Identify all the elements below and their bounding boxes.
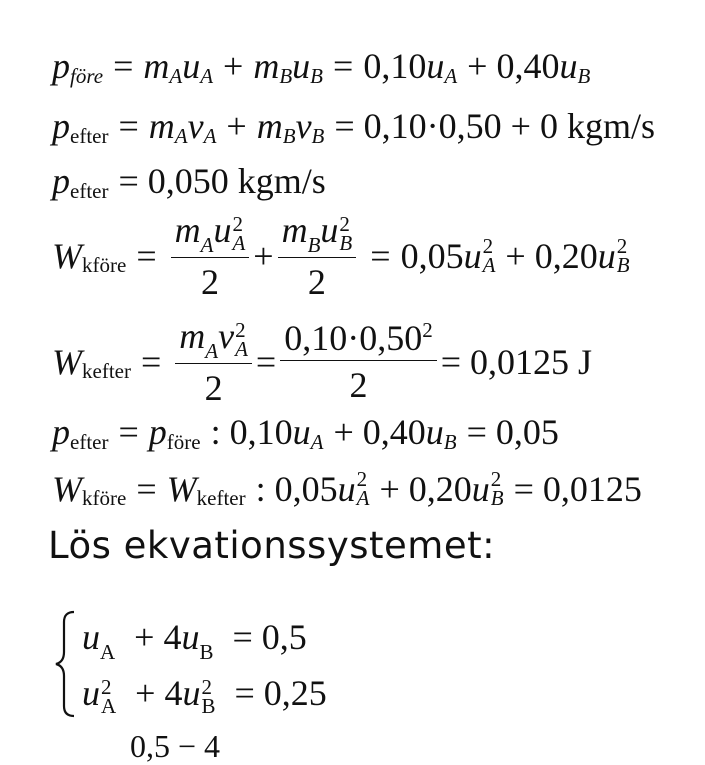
conservation-coef-b: + 0,40 <box>333 412 426 452</box>
momentum-after-value: = 0,10·0,50 + 0 kgm/s <box>334 106 655 146</box>
subscript-kfore: kföre <box>82 486 127 511</box>
coef-kb: + 0,20 <box>505 235 598 276</box>
subscript-efter: efter <box>70 429 109 454</box>
kinetic-after-value: = 0,0125 J <box>440 341 593 382</box>
equation-momentum-after: p efter = m A v A + m B v B = 0,10·0,50 + 0 kgm/s <box>52 106 655 148</box>
subscript-kefter: kefter <box>82 359 131 384</box>
subscript-kefter: kefter <box>196 486 246 511</box>
cutoff-text: 0,5 − 4 <box>130 728 221 764</box>
conservation-coef-a: : 0,10 <box>210 412 293 452</box>
equation-momentum-after-result: p efter = 0,050 kgm/s <box>52 161 326 203</box>
left-brace-icon <box>52 608 80 720</box>
fraction-mv: $m_Av$ 2 A 2 <box>175 318 252 406</box>
subscript-fore: före <box>166 429 201 454</box>
subscript-efter: efter <box>70 178 109 203</box>
energy-coef-a: : 0,05 <box>255 468 338 509</box>
equation-kinetic-after: W kefter = $m_Av$ 2 A 2 = $\frac{0,10\cdot 0,50^2}{2}$ = 0,0125 J <box>52 316 593 408</box>
momentum-result: = 0,050 kgm/s <box>118 161 326 201</box>
system-line-2: u 2 A + 4u 2 B = 0,25 <box>82 673 327 718</box>
equation-momentum-conservation: p efter = p före : 0,10 u A + 0,40 u B = 0,05 <box>52 412 559 454</box>
subscript-fore: före <box>70 63 104 88</box>
subscript-kfore: kföre <box>82 253 127 278</box>
system-line-1: $u_A + 4u_B = 0,5$ <box>82 617 307 664</box>
fraction-numeric: $\frac{0,10\cdot 0,50^2}{2}$ <box>280 320 437 403</box>
coef-b: + 0,40 <box>467 46 560 86</box>
coef-a: 0,10 <box>363 46 427 86</box>
fraction-a: $m_Au$ 2 A 2 <box>171 212 250 300</box>
fraction-b: $m_Bu$ 2 B 2 <box>278 212 357 300</box>
solve-system-heading: Lös ekvationssystemet: <box>48 524 496 567</box>
energy-coef-b: + 0,20 <box>379 468 472 509</box>
equation-system <box>52 608 382 720</box>
energy-rhs: = 0,0125 <box>513 468 642 509</box>
coef-ka: 0,05 <box>400 235 464 276</box>
subscript-efter: efter <box>70 123 109 148</box>
equation-kinetic-before: W kföre = $m_Au$ 2 A 2 + $m_Bu$ 2 B 2 = 0,05 u 2 A + 0,20 u 2 B <box>52 210 630 302</box>
conservation-rhs: = 0,05 <box>466 412 559 452</box>
equation-momentum-before: p före = m A u A + m B u B = 0,10 u A + 0,40 u B <box>52 46 591 88</box>
equation-energy-conservation: W kföre = W kefter : 0,05 u 2 A + 0,20 u 2 B = 0,0125 <box>52 467 642 511</box>
